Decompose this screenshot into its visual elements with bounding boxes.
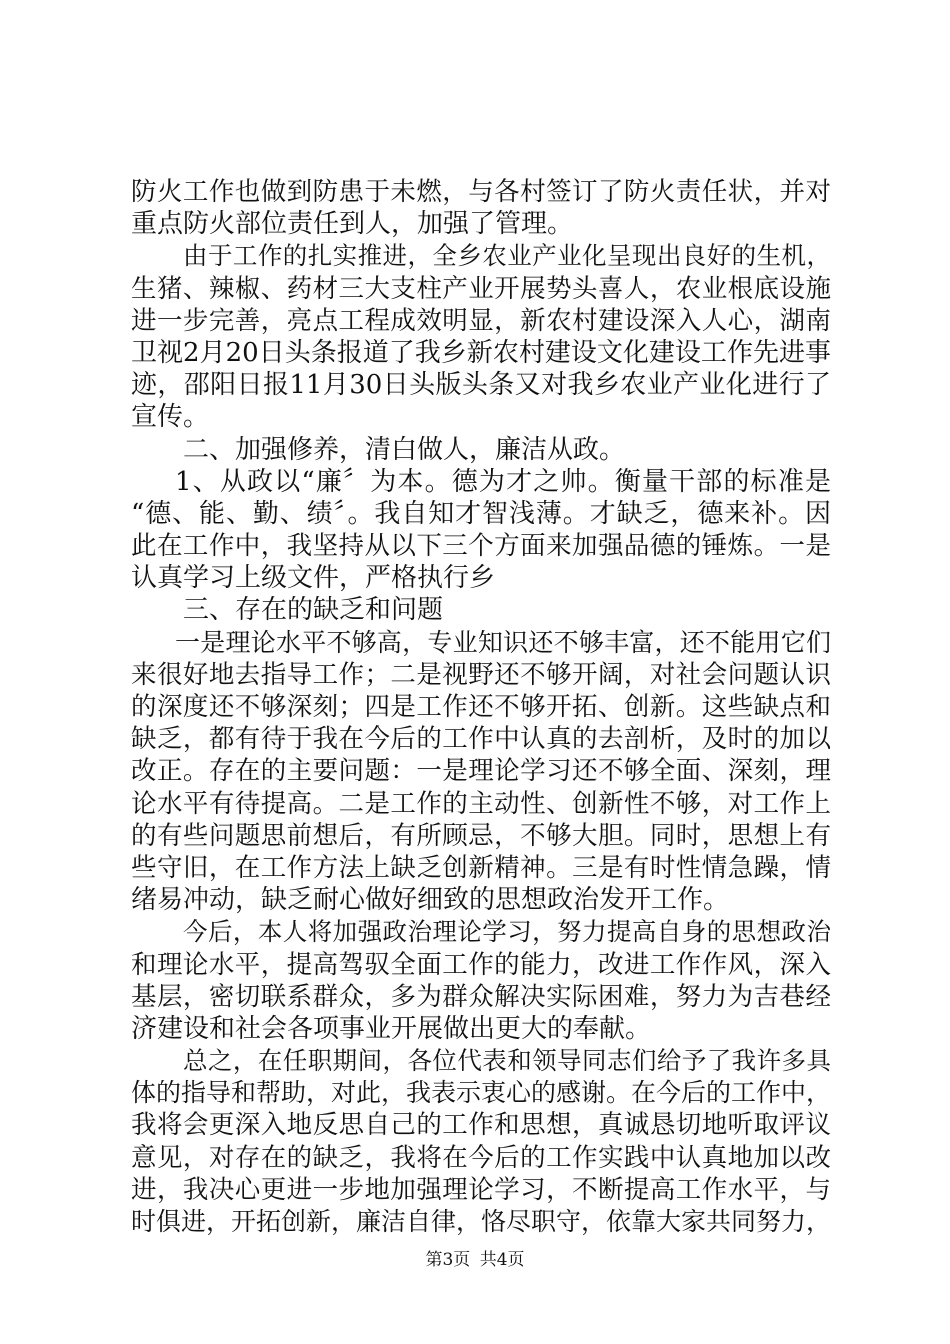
page-number: 第3页 [425, 1250, 471, 1270]
text-line: 防火工作也做到防患于未燃，与各村签订了防火责任状，并对 [131, 177, 831, 207]
text-line: 改正。存在的主要问题：一是理论学习还不够全面、深刻，理 [131, 756, 831, 787]
text-line: 总之，在任职期间，各位代表和领导同志们给予了我许多具 [183, 1046, 831, 1076]
section-heading: 二、加强修养，清白做人，廉洁从政。 [183, 434, 626, 465]
text-line: 体的指导和帮助，对此，我表示衷心的感谢。在今后的工作中， [131, 1078, 832, 1108]
text-line: 由于工作的扎实推进，全乡农业产业化呈现出良好的生机， [183, 241, 831, 271]
text-line: 迹，邵阳日报11月30日头版头条又对我乡农业产业化进行了 [131, 370, 831, 401]
text-line: 来很好地去指导工作；二是视野还不够开阔，对社会问题认识 [131, 659, 831, 690]
text-line: 认真学习上级文件，严格执行乡 [131, 563, 496, 594]
text-line: 基层，密切联系群众，多为群众解决实际困难，努力为吉巷经 [131, 981, 831, 1012]
text-line: 今后，本人将加强政治理论学习，努力提高自身的思想政治 [183, 917, 831, 947]
text-line: 些守旧，在工作方法上缺乏创新精神。三是有时性情急躁，情 [131, 852, 831, 883]
text-line: 和理论水平，提高驾驭全面工作的能力，改进工作作风，深入 [131, 949, 831, 980]
page-footer [0, 1250, 950, 1270]
document-body [131, 176, 831, 1238]
text-line: 济建设和社会各项事业开展做出更大的奉献。 [131, 1013, 652, 1044]
text-line: 重点防火部位责任到人，加强了管理。 [131, 209, 574, 240]
text-line: 缺乏，都有待于我在今后的工作中认真的去剖析，及时的加以 [131, 724, 831, 755]
text-line: 一是理论水平不够高，专业知识还不够丰富，还不能用它们 [175, 627, 831, 657]
text-line: 生猪、辣椒、药材三大支柱产业开展势头喜人，农业根底设施 [131, 273, 831, 304]
text-line: 的有些问题思前想后，有所顾忌，不够大胆。同时，思想上有 [131, 820, 831, 851]
text-line: 论水平有待提高。二是工作的主动性、创新性不够，对工作上 [131, 788, 831, 819]
text-line: 的深度还不够深刻；四是工作还不够开拓、创新。这些缺点和 [131, 692, 831, 722]
text-line: “德、能、勤、绩〞。我自知才智浅薄。才缺乏，德来补。因 [131, 498, 831, 529]
text-line: 卫视2月20日头条报道了我乡新农村建设文化建设工作先进事 [131, 337, 831, 368]
text-line: 进，我决心更进一步地加强理论学习，不断提高工作水平，与 [131, 1174, 831, 1205]
text-line: 我将会更深入地反思自己的工作和思想，真诚恳切地听取评议 [131, 1110, 831, 1141]
text-line: 绪易冲动，缺乏耐心做好细致的思想政治发开工作。 [131, 885, 730, 916]
text-line: 进一步完善，亮点工程成效明显，新农村建设深入人心，湖南 [131, 305, 831, 336]
text-line: 1、从政以“廉〞为本。德为才之帅。衡量干部的标准是 [175, 466, 831, 497]
text-line: 时俱进，开拓创新，廉洁自律，恪尽职守，依靠大家共同努力， [131, 1207, 832, 1236]
text-line: 意见，对存在的缺乏，我将在今后的工作实践中认真地加以改 [131, 1142, 831, 1173]
text-line: 此在工作中，我坚持从以下三个方面来加强品德的锤炼。一是 [131, 531, 831, 562]
text-line: 宣传。 [131, 402, 210, 433]
section-heading: 三、存在的缺乏和问题 [183, 595, 444, 626]
page-total: 共4页 [479, 1250, 525, 1270]
